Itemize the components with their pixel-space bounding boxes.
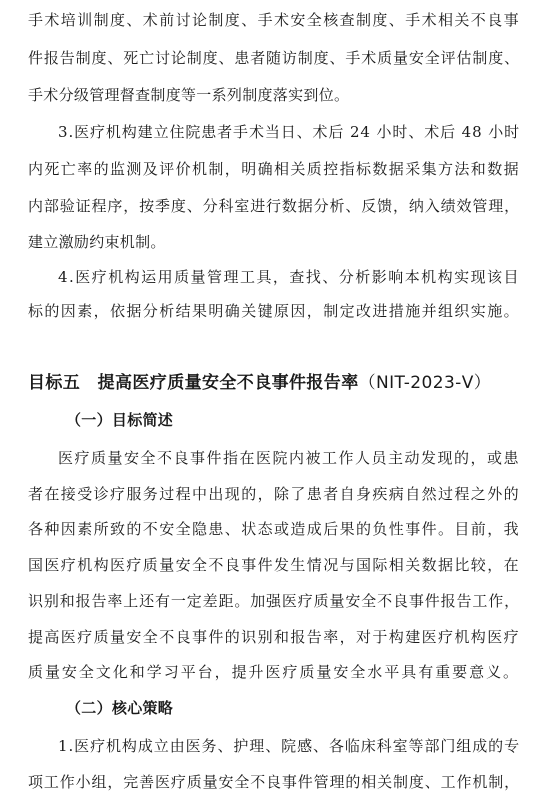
item-3-line: 内死亡率的监测及评价机制，明确相关质控指标数据采集方法和数据 — [28, 160, 520, 178]
item-4-line: 标的因素，依据分析结果明确关键原因，制定改进措施并组织实施。 — [28, 302, 520, 320]
section-1-line: 者在接受诊疗服务过程中出现的，除了患者自身疾病自然过程之外的 — [28, 485, 520, 503]
section-1-line: 医疗质量安全不良事件指在医院内被工作人员主动发现的，或患 — [58, 449, 520, 467]
section-1-heading: （一）目标简述 — [66, 411, 174, 429]
goal-5-title: 目标五 提高医疗质量安全不良事件报告率 — [28, 373, 359, 393]
section-1-line: 提高医疗质量安全不良事件的识别和报告率，对于构建医疗机构医疗 — [28, 628, 520, 646]
item-3-line: 内部验证程序，按季度、分科室进行数据分析、反馈，纳入绩效管理， — [28, 197, 520, 215]
section-2-line: 1.医疗机构成立由医务、护理、院感、各临床科室等部门组成的专 — [58, 737, 520, 755]
paragraph-line: 手术培训制度、术前讨论制度、手术安全核查制度、手术相关不良事 — [28, 11, 520, 29]
paragraph-line: 件报告制度、死亡讨论制度、患者随访制度、手术质量安全评估制度、 — [28, 49, 520, 67]
section-1-line: 各种因素所致的不安全隐患、状态或造成后果的负性事件。目前，我 — [28, 520, 520, 538]
item-3-line: 3.医疗机构建立住院患者手术当日、术后 24 小时、术后 48 小时 — [58, 123, 520, 141]
section-1-line: 质量安全文化和学习平台，提升医疗质量安全水平具有重要意义。 — [28, 663, 520, 681]
item-3-line: 建立激励约束机制。 — [28, 233, 166, 251]
item-4-line: 4.医疗机构运用质量管理工具，查找、分析影响本机构实现该目 — [58, 268, 520, 286]
section-2-line: 项工作小组，完善医疗质量安全不良事件管理的相关制度、工作机制， — [28, 773, 520, 791]
paragraph-line: 手术分级管理督查制度等一系列制度落实到位。 — [28, 86, 350, 104]
goal-5-heading — [28, 373, 520, 393]
section-1-line: 国医疗机构医疗质量安全不良事件发生情况与国际相关数据比较，在 — [28, 556, 520, 574]
section-2-heading: （二）核心策略 — [66, 699, 174, 717]
goal-5-code: （NIT-2023-Ⅴ） — [358, 373, 492, 393]
section-1-line: 识别和报告率上还有一定差距。加强医疗质量安全不良事件报告工作， — [28, 592, 520, 610]
